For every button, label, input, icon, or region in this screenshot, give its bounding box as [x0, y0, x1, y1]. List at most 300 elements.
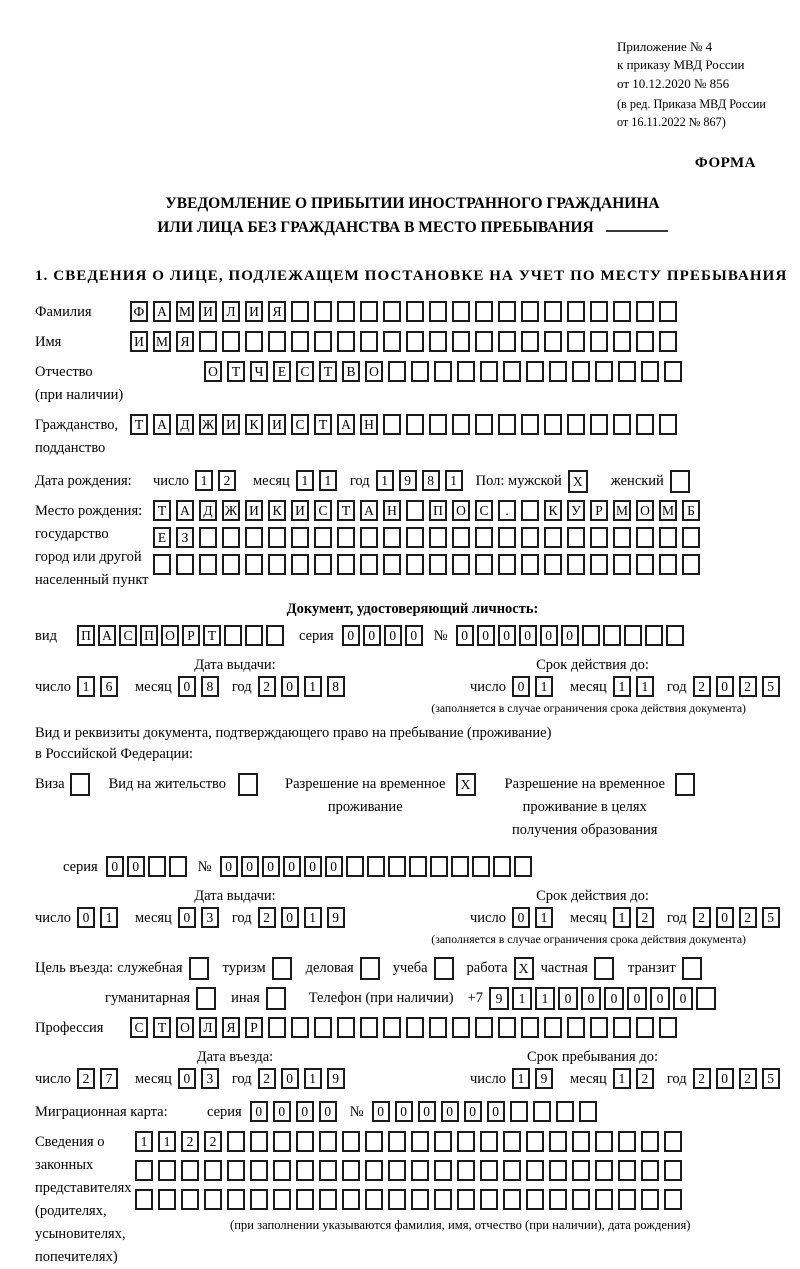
char-box[interactable]: [579, 1101, 597, 1122]
char-box[interactable]: [641, 1160, 659, 1181]
char-box[interactable]: И: [199, 301, 217, 322]
char-box[interactable]: [452, 1017, 470, 1038]
char-box[interactable]: [618, 1160, 636, 1181]
char-box[interactable]: [636, 301, 654, 322]
char-box[interactable]: [222, 527, 240, 548]
char-box[interactable]: 0: [519, 625, 537, 646]
char-box[interactable]: 1: [77, 676, 95, 697]
char-box[interactable]: [544, 414, 562, 435]
char-box[interactable]: 1: [613, 1068, 631, 1089]
char-box[interactable]: [291, 554, 309, 575]
char-box[interactable]: [245, 331, 263, 352]
char-box[interactable]: 0: [487, 1101, 505, 1122]
char-box[interactable]: 1: [100, 907, 118, 928]
char-box[interactable]: 9: [535, 1068, 553, 1089]
char-box[interactable]: [429, 414, 447, 435]
char-box[interactable]: [337, 527, 355, 548]
char-box[interactable]: [268, 1017, 286, 1038]
char-box[interactable]: [360, 957, 380, 980]
char-box[interactable]: 0: [384, 625, 402, 646]
char-box[interactable]: 0: [716, 907, 734, 928]
char-box[interactable]: 0: [372, 1101, 390, 1122]
char-box[interactable]: [268, 331, 286, 352]
char-box[interactable]: [367, 856, 385, 877]
char-box[interactable]: Я: [176, 331, 194, 352]
char-box[interactable]: [227, 1131, 245, 1152]
char-box[interactable]: В: [342, 361, 360, 382]
char-box[interactable]: 0: [241, 856, 259, 877]
char-box[interactable]: [503, 1189, 521, 1210]
char-box[interactable]: 0: [281, 676, 299, 697]
char-box[interactable]: 2: [181, 1131, 199, 1152]
char-box[interactable]: [659, 414, 677, 435]
char-box[interactable]: [603, 625, 621, 646]
char-box[interactable]: 3: [201, 907, 219, 928]
char-box[interactable]: 0: [178, 676, 196, 697]
char-box[interactable]: 1: [304, 676, 322, 697]
char-box[interactable]: Н: [360, 414, 378, 435]
char-box[interactable]: [360, 331, 378, 352]
char-box[interactable]: [383, 527, 401, 548]
char-box[interactable]: [291, 1017, 309, 1038]
char-box[interactable]: А: [153, 414, 171, 435]
char-box[interactable]: 1: [158, 1131, 176, 1152]
char-box[interactable]: Р: [182, 625, 200, 646]
char-box[interactable]: И: [222, 414, 240, 435]
char-box[interactable]: Ф: [130, 301, 148, 322]
char-box[interactable]: 0: [296, 1101, 314, 1122]
char-box[interactable]: 0: [281, 1068, 299, 1089]
char-box[interactable]: [457, 1160, 475, 1181]
char-box[interactable]: [659, 554, 677, 575]
char-box[interactable]: 0: [716, 676, 734, 697]
char-box[interactable]: [595, 1189, 613, 1210]
char-box[interactable]: [521, 500, 539, 521]
char-box[interactable]: А: [360, 500, 378, 521]
char-box[interactable]: [199, 527, 217, 548]
char-box[interactable]: [204, 1160, 222, 1181]
char-box[interactable]: Т: [314, 414, 332, 435]
char-box[interactable]: [572, 1160, 590, 1181]
char-box[interactable]: [227, 1189, 245, 1210]
char-box[interactable]: [314, 554, 332, 575]
char-box[interactable]: [521, 1017, 539, 1038]
char-box[interactable]: Я: [222, 1017, 240, 1038]
char-box[interactable]: [365, 1160, 383, 1181]
char-box[interactable]: [273, 1131, 291, 1152]
char-box[interactable]: [181, 1160, 199, 1181]
char-box[interactable]: [296, 1189, 314, 1210]
char-box[interactable]: [406, 527, 424, 548]
char-box[interactable]: 0: [477, 625, 495, 646]
char-box[interactable]: Д: [176, 414, 194, 435]
char-box[interactable]: С: [119, 625, 137, 646]
char-box[interactable]: 1: [535, 676, 553, 697]
char-box[interactable]: Т: [130, 414, 148, 435]
char-box[interactable]: [429, 554, 447, 575]
char-box[interactable]: [245, 625, 263, 646]
char-box[interactable]: 1: [613, 907, 631, 928]
char-box[interactable]: [360, 554, 378, 575]
char-box[interactable]: О: [452, 500, 470, 521]
char-box[interactable]: 2: [693, 1068, 711, 1089]
char-box[interactable]: [582, 625, 600, 646]
char-box[interactable]: А: [153, 301, 171, 322]
char-box[interactable]: [503, 1131, 521, 1152]
char-box[interactable]: 5: [762, 907, 780, 928]
char-box[interactable]: 8: [422, 470, 440, 491]
char-box[interactable]: [272, 957, 292, 980]
char-box[interactable]: 1: [445, 470, 463, 491]
char-box[interactable]: [475, 527, 493, 548]
char-box[interactable]: [480, 361, 498, 382]
char-box[interactable]: 2: [739, 907, 757, 928]
char-box[interactable]: [521, 331, 539, 352]
char-box[interactable]: 0: [561, 625, 579, 646]
char-box[interactable]: [480, 1160, 498, 1181]
char-box[interactable]: 0: [716, 1068, 734, 1089]
char-box[interactable]: [659, 527, 677, 548]
char-box[interactable]: 1: [135, 1131, 153, 1152]
char-box[interactable]: [544, 527, 562, 548]
char-box[interactable]: [199, 554, 217, 575]
char-box[interactable]: 0: [581, 987, 601, 1010]
char-box[interactable]: [595, 1131, 613, 1152]
char-box[interactable]: [590, 527, 608, 548]
char-box[interactable]: [567, 331, 585, 352]
char-box[interactable]: [388, 856, 406, 877]
char-box[interactable]: 2: [204, 1131, 222, 1152]
char-box[interactable]: [659, 1017, 677, 1038]
char-box[interactable]: [636, 554, 654, 575]
char-box[interactable]: [314, 527, 332, 548]
char-box[interactable]: [675, 773, 695, 796]
char-box[interactable]: Т: [337, 500, 355, 521]
char-box[interactable]: [291, 527, 309, 548]
char-box[interactable]: [227, 1160, 245, 1181]
char-box[interactable]: [595, 361, 613, 382]
char-box[interactable]: [567, 527, 585, 548]
char-box[interactable]: [406, 414, 424, 435]
char-box[interactable]: [590, 331, 608, 352]
char-box[interactable]: [526, 1160, 544, 1181]
char-box[interactable]: [342, 1160, 360, 1181]
char-box[interactable]: [480, 1131, 498, 1152]
char-box[interactable]: [645, 625, 663, 646]
char-box[interactable]: [567, 301, 585, 322]
char-box[interactable]: 9: [327, 1068, 345, 1089]
char-box[interactable]: [475, 414, 493, 435]
char-box[interactable]: [682, 957, 702, 980]
char-box[interactable]: [319, 1189, 337, 1210]
char-box[interactable]: 0: [540, 625, 558, 646]
char-box[interactable]: П: [77, 625, 95, 646]
char-box[interactable]: 1: [195, 470, 213, 491]
char-box[interactable]: 2: [739, 676, 757, 697]
char-box[interactable]: 0: [418, 1101, 436, 1122]
char-box[interactable]: [365, 1189, 383, 1210]
char-box[interactable]: [457, 1189, 475, 1210]
char-box[interactable]: [430, 856, 448, 877]
char-box[interactable]: [196, 987, 216, 1010]
char-box[interactable]: [664, 361, 682, 382]
char-box[interactable]: [659, 331, 677, 352]
char-box[interactable]: [636, 414, 654, 435]
char-box[interactable]: [613, 1017, 631, 1038]
char-box[interactable]: О: [161, 625, 179, 646]
char-box[interactable]: [268, 554, 286, 575]
char-box[interactable]: А: [98, 625, 116, 646]
char-box[interactable]: Л: [222, 301, 240, 322]
char-box[interactable]: [452, 301, 470, 322]
char-box[interactable]: [498, 1017, 516, 1038]
char-box[interactable]: 1: [535, 987, 555, 1010]
char-box[interactable]: [388, 1131, 406, 1152]
char-box[interactable]: Т: [153, 1017, 171, 1038]
char-box[interactable]: [158, 1189, 176, 1210]
char-box[interactable]: [567, 1017, 585, 1038]
char-box[interactable]: 3: [201, 1068, 219, 1089]
char-box[interactable]: [360, 527, 378, 548]
char-box[interactable]: [498, 414, 516, 435]
char-box[interactable]: [360, 1017, 378, 1038]
char-box[interactable]: [590, 1017, 608, 1038]
char-box[interactable]: И: [268, 414, 286, 435]
char-box[interactable]: [475, 331, 493, 352]
char-box[interactable]: [337, 331, 355, 352]
char-box[interactable]: Е: [273, 361, 291, 382]
char-box[interactable]: [549, 361, 567, 382]
char-box[interactable]: [452, 414, 470, 435]
char-box[interactable]: [567, 414, 585, 435]
char-box[interactable]: 0: [127, 856, 145, 877]
char-box[interactable]: [493, 856, 511, 877]
char-box[interactable]: [135, 1160, 153, 1181]
char-box[interactable]: 0: [220, 856, 238, 877]
char-box[interactable]: 2: [258, 676, 276, 697]
char-box[interactable]: 2: [258, 907, 276, 928]
char-box[interactable]: [383, 301, 401, 322]
char-box[interactable]: [664, 1131, 682, 1152]
char-box[interactable]: [670, 470, 690, 493]
char-box[interactable]: 1: [304, 907, 322, 928]
char-box[interactable]: Ж: [222, 500, 240, 521]
char-box[interactable]: К: [544, 500, 562, 521]
char-box[interactable]: [544, 301, 562, 322]
char-box[interactable]: [189, 957, 209, 980]
char-box[interactable]: [549, 1160, 567, 1181]
char-box[interactable]: [472, 856, 490, 877]
char-box[interactable]: 0: [456, 625, 474, 646]
char-box[interactable]: 0: [405, 625, 423, 646]
char-box[interactable]: И: [130, 331, 148, 352]
char-box[interactable]: М: [659, 500, 677, 521]
char-box[interactable]: 0: [178, 907, 196, 928]
char-box[interactable]: [452, 331, 470, 352]
char-box[interactable]: [434, 361, 452, 382]
char-box[interactable]: 0: [319, 1101, 337, 1122]
char-box[interactable]: [434, 1189, 452, 1210]
char-box[interactable]: И: [245, 301, 263, 322]
char-box[interactable]: 1: [613, 676, 631, 697]
char-box[interactable]: С: [291, 414, 309, 435]
char-box[interactable]: [533, 1101, 551, 1122]
char-box[interactable]: 0: [363, 625, 381, 646]
char-box[interactable]: [204, 1189, 222, 1210]
char-box[interactable]: [291, 301, 309, 322]
char-box[interactable]: 0: [464, 1101, 482, 1122]
char-box[interactable]: Т: [227, 361, 245, 382]
char-box[interactable]: 0: [262, 856, 280, 877]
char-box[interactable]: 8: [201, 676, 219, 697]
char-box[interactable]: [521, 414, 539, 435]
char-box[interactable]: 0: [627, 987, 647, 1010]
char-box[interactable]: [222, 554, 240, 575]
char-box[interactable]: [314, 331, 332, 352]
char-box[interactable]: [383, 414, 401, 435]
char-box[interactable]: [636, 331, 654, 352]
char-box[interactable]: 9: [327, 907, 345, 928]
char-box[interactable]: [549, 1131, 567, 1152]
char-box[interactable]: [514, 856, 532, 877]
char-box[interactable]: У: [567, 500, 585, 521]
char-box[interactable]: 0: [512, 676, 530, 697]
char-box[interactable]: К: [245, 414, 263, 435]
char-box[interactable]: [594, 957, 614, 980]
char-box[interactable]: X: [456, 773, 476, 796]
char-box[interactable]: [388, 1189, 406, 1210]
char-box[interactable]: М: [613, 500, 631, 521]
char-box[interactable]: 0: [325, 856, 343, 877]
char-box[interactable]: [337, 554, 355, 575]
char-box[interactable]: И: [291, 500, 309, 521]
char-box[interactable]: [181, 1189, 199, 1210]
char-box[interactable]: [572, 1189, 590, 1210]
char-box[interactable]: X: [514, 957, 534, 980]
char-box[interactable]: Л: [199, 1017, 217, 1038]
char-box[interactable]: Т: [203, 625, 221, 646]
char-box[interactable]: [618, 1131, 636, 1152]
char-box[interactable]: [595, 1160, 613, 1181]
char-box[interactable]: [429, 527, 447, 548]
char-box[interactable]: А: [176, 500, 194, 521]
char-box[interactable]: [148, 856, 166, 877]
char-box[interactable]: [365, 1131, 383, 1152]
char-box[interactable]: [383, 1017, 401, 1038]
char-box[interactable]: [266, 625, 284, 646]
char-box[interactable]: 5: [762, 676, 780, 697]
char-box[interactable]: О: [636, 500, 654, 521]
char-box[interactable]: 0: [304, 856, 322, 877]
char-box[interactable]: Р: [590, 500, 608, 521]
char-box[interactable]: [411, 361, 429, 382]
char-box[interactable]: [664, 1189, 682, 1210]
char-box[interactable]: 0: [673, 987, 693, 1010]
char-box[interactable]: [544, 331, 562, 352]
char-box[interactable]: [383, 554, 401, 575]
char-box[interactable]: А: [337, 414, 355, 435]
char-box[interactable]: [618, 361, 636, 382]
char-box[interactable]: [521, 301, 539, 322]
char-box[interactable]: [590, 414, 608, 435]
char-box[interactable]: 0: [106, 856, 124, 877]
char-box[interactable]: [556, 1101, 574, 1122]
char-box[interactable]: [314, 301, 332, 322]
char-box[interactable]: [342, 1189, 360, 1210]
char-box[interactable]: 1: [636, 676, 654, 697]
char-box[interactable]: С: [314, 500, 332, 521]
char-box[interactable]: [319, 1160, 337, 1181]
char-box[interactable]: 2: [77, 1068, 95, 1089]
char-box[interactable]: 1: [376, 470, 394, 491]
char-box[interactable]: [572, 361, 590, 382]
char-box[interactable]: С: [296, 361, 314, 382]
char-box[interactable]: [498, 331, 516, 352]
char-box[interactable]: [636, 527, 654, 548]
char-box[interactable]: [388, 361, 406, 382]
char-box[interactable]: 0: [281, 907, 299, 928]
char-box[interactable]: [337, 1017, 355, 1038]
char-box[interactable]: [641, 1131, 659, 1152]
char-box[interactable]: [682, 554, 700, 575]
char-box[interactable]: [429, 1017, 447, 1038]
char-box[interactable]: 0: [395, 1101, 413, 1122]
char-box[interactable]: [544, 554, 562, 575]
char-box[interactable]: 0: [273, 1101, 291, 1122]
char-box[interactable]: С: [475, 500, 493, 521]
char-box[interactable]: 0: [498, 625, 516, 646]
char-box[interactable]: [222, 331, 240, 352]
char-box[interactable]: [475, 301, 493, 322]
char-box[interactable]: [503, 361, 521, 382]
char-box[interactable]: [314, 1017, 332, 1038]
char-box[interactable]: [434, 1131, 452, 1152]
char-box[interactable]: [590, 554, 608, 575]
char-box[interactable]: М: [153, 331, 171, 352]
char-box[interactable]: 2: [636, 907, 654, 928]
char-box[interactable]: 2: [258, 1068, 276, 1089]
char-box[interactable]: [682, 527, 700, 548]
char-box[interactable]: С: [130, 1017, 148, 1038]
char-box[interactable]: [346, 856, 364, 877]
char-box[interactable]: [296, 1160, 314, 1181]
char-box[interactable]: К: [268, 500, 286, 521]
char-box[interactable]: [411, 1131, 429, 1152]
char-box[interactable]: Н: [383, 500, 401, 521]
char-box[interactable]: 0: [441, 1101, 459, 1122]
char-box[interactable]: 2: [739, 1068, 757, 1089]
char-box[interactable]: Я: [268, 301, 286, 322]
char-box[interactable]: [273, 1160, 291, 1181]
char-box[interactable]: 9: [489, 987, 509, 1010]
char-box[interactable]: 5: [762, 1068, 780, 1089]
char-box[interactable]: [383, 331, 401, 352]
char-box[interactable]: [521, 554, 539, 575]
char-box[interactable]: 2: [693, 676, 711, 697]
char-box[interactable]: Ч: [250, 361, 268, 382]
char-box[interactable]: [250, 1160, 268, 1181]
char-box[interactable]: .: [498, 500, 516, 521]
char-box[interactable]: [526, 1131, 544, 1152]
char-box[interactable]: [618, 1189, 636, 1210]
char-box[interactable]: [613, 527, 631, 548]
char-box[interactable]: [521, 527, 539, 548]
char-box[interactable]: [664, 1160, 682, 1181]
char-box[interactable]: О: [176, 1017, 194, 1038]
char-box[interactable]: [176, 554, 194, 575]
char-box[interactable]: 7: [100, 1068, 118, 1089]
char-box[interactable]: [406, 554, 424, 575]
